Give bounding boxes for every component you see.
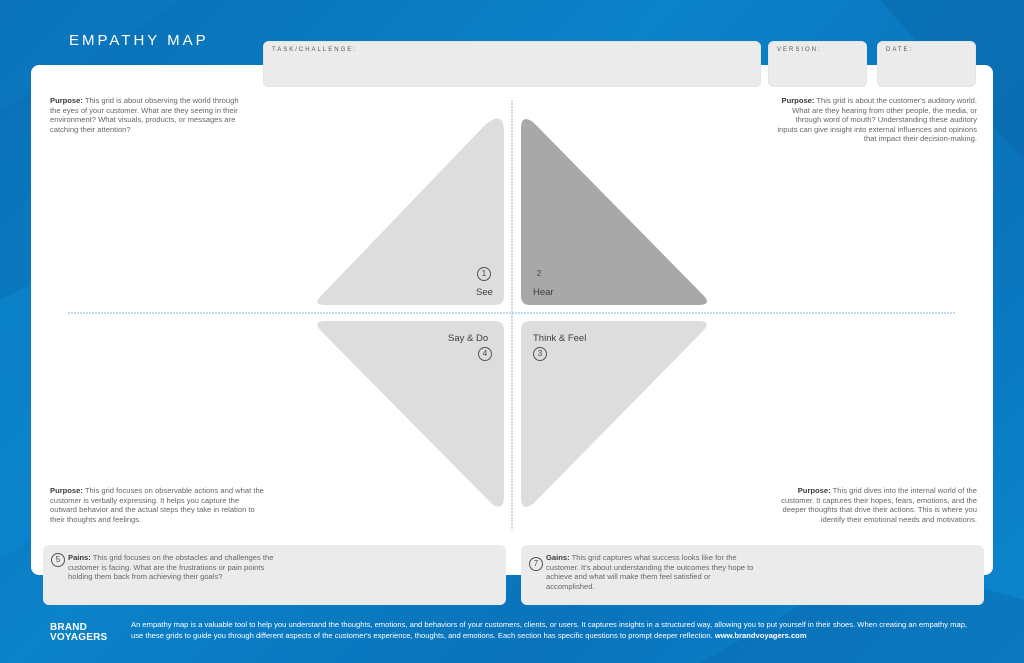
footer-url[interactable]: www.brandvoyagers.com [714,631,807,640]
see-number: 1 [477,267,491,281]
hear-purpose-text: This grid is about the customer's auditory world. What are they hearing from other people, the media, or through word of mouth? Understanding these auditory inputs can give insight into external influences and opinions that impact their decision-making. [777,96,977,144]
pains-text: This grid focuses on the obstacles and challenges the customer is facing. What are the frustrations or pain points holding them back from achieving their goals? [68,553,274,582]
pains-text-block [68,553,283,582]
gains-text: This grid captures what success looks like for the customer. It's about understanding the outcomes they hope to achieve and what will make them feel satisfied or accomplished. [546,553,754,591]
think-feel-purpose-heading: Purpose: [797,486,831,495]
say-do-label: Say & Do [448,333,489,344]
say-do-number: 4 [478,347,492,361]
hear-label: Hear [533,287,554,298]
page-title: EMPATHY MAP [69,32,209,49]
say-do-triangle [317,321,504,507]
see-label: See [476,287,493,298]
see-purpose-text: This grid is about observing the world through the eyes of your customer. What are they seeing in their environment? What visuals, products, or messages are catching their attention? [50,96,239,134]
gains-box[interactable] [521,545,984,605]
hear-purpose [774,96,977,144]
logo-line-1: BRAND [50,622,88,633]
hear-purpose-heading: Purpose: [781,96,815,105]
hear-triangle [521,119,707,305]
think-feel-purpose-text: This grid dives into the internal world of the customer. It captures their hopes, fears, emotions, and the deeper thoughts that drive their actions. This is where you identify their emotional needs and motivations. [781,486,977,524]
see-purpose-heading: Purpose: [50,96,83,105]
date-label: DATE: [886,47,914,53]
version-label: VERSION: [777,47,822,53]
gains-number: 7 [529,557,543,571]
say-do-purpose-heading: Purpose: [50,486,83,495]
hear-number: 2 [536,269,542,278]
pains-number: 5 [51,553,65,567]
task-challenge-label: TASK/CHALLENGE: [272,47,357,53]
think-feel-triangle [521,321,707,507]
gains-text-block [546,553,761,591]
think-feel-label: Think & Feel [533,333,587,344]
see-triangle [317,119,504,306]
say-do-purpose [50,486,265,524]
logo-line-2: VOYAGERS [50,632,108,643]
pains-box[interactable] [43,545,506,605]
think-feel-purpose [774,486,977,524]
brand-logo [50,623,107,643]
see-purpose [50,96,248,134]
gains-heading: Gains: [546,553,570,562]
footer-text: An empathy map is a valuable tool to help you understand the thoughts, emotions, and behaviors of your customers, clients, or users. It captures insights in a structured way, allowing you to put yourself in their shoes. When creating an empathy map, use these grids to guide you through different aspects of the customer's experience, thoughts, and emotions. Each section has specific questions to prompt deeper reflection. [131,620,968,640]
say-do-purpose-text: This grid focuses on observable actions and what the customer is verbally expressing. It helps you capture the outward behavior and the actual steps they take in relation to their thoughts and feelings. [50,486,264,524]
think-feel-number: 3 [533,347,547,361]
pains-heading: Pains: [68,553,91,562]
footer-description [131,619,981,641]
